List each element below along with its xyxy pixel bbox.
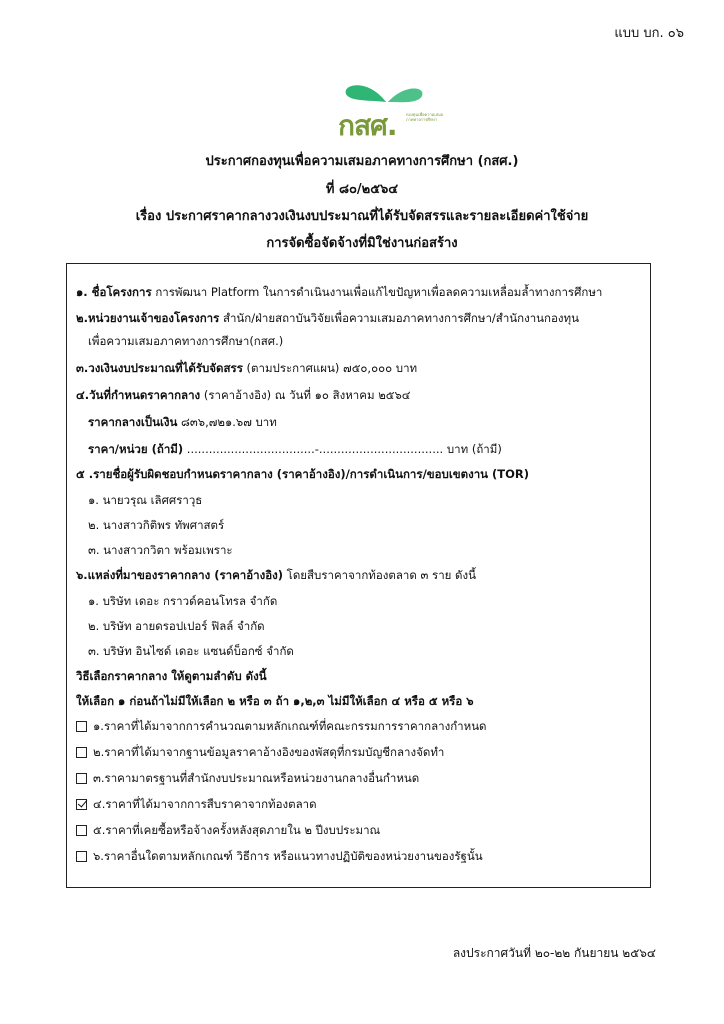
logo-subtitle: กองทุนเพื่อความเสมอภาคทางการศึกษา (406, 112, 444, 122)
checkbox[interactable] (76, 851, 87, 862)
section-price: ราคากลางเป็นเงิน ๘๓๖,๗๒๑.๖๗ บาท (88, 415, 277, 429)
section-date: ๔.วันที่กำหนดราคากลาง (ราคาอ้างอิง) ณ วันที่ ๑๐ สิงหาคม ๒๕๖๔ (76, 388, 411, 402)
section-project-name: ๑. ชื่อโครงการ การพัฒนา Platform ในการดำเนินงานเพื่อแก้ไขปัญหาเพื่อลดความเหลื่อมล้ำทางการศึกษา (76, 285, 603, 299)
method-option-2[interactable]: ๒.ราคาที่ได้มาจากฐานข้อมูลราคาอ้างอิงของพัสดุที่กรมบัญชีกลางจัดทำ (76, 744, 444, 762)
checkbox-checked[interactable] (76, 799, 87, 810)
method-option-3[interactable]: ๓.ราคามาตรฐานที่สำนักงบประมาณหรือหน่วยงานกลางอื่นกำหนด (76, 770, 419, 788)
method-rule: ให้เลือก ๑ ก่อนถ้าไม่มีให้เลือก ๒ หรือ ๓ ถ้า ๑,๒,๓ ไม่มีให้เลือก ๔ หรือ ๕ หรือ ๖ (76, 694, 474, 708)
announcement-number: ที่ ๘๐/๒๕๖๔ (325, 182, 399, 197)
checkbox[interactable] (76, 773, 87, 784)
section-budget: ๓.วงเงินงบประมาณที่ได้รับจัดสรร (ตามประกาศแผน) ๗๕๐,๐๐๐ บาท (76, 361, 418, 375)
publish-date: ลงประกาศวันที่ ๒๐-๒๒ กันยายน ๒๕๖๔ (452, 946, 656, 960)
method-title: วิธีเลือกราคากลาง ให้ดูตามลำดับ ดังนี้ (76, 669, 267, 683)
responsible-person: ๑. นายวรุณ เลิศศราวุธ (88, 493, 203, 507)
method-option-6[interactable]: ๖.ราคาอื่นใดตามหลักเกณฑ์ วิธีการ หรือแนวทางปฏิบัติของหน่วยงานของรัฐนั้น (76, 848, 483, 866)
announcement-subject-cont: การจัดซื้อจัดจ้างที่มิใช่งานก่อสร้าง (266, 236, 458, 251)
price-source: ๓. บริษัท อินไซด์ เดอะ แซนด์บ็อกซ์ จำกัด (88, 644, 294, 658)
form-code: แบบ บก. ๐๖ (614, 26, 684, 41)
section-owner: ๒.หน่วยงานเจ้าของโครงการ สำนัก/ฝ่ายสถาบันวิจัยเพื่อความเสมอภาคทางการศึกษา/สำนักงานกองทุน (76, 311, 579, 325)
section-unit-price: ราคา/หน่วย (ถ้ามี) ...................................-.................................. บาท (ถ้ามี) (88, 442, 502, 456)
method-option-5[interactable]: ๕.ราคาที่เคยซื้อหรือจ้างครั้งหลังสุดภายใน ๒ ปีงบประมาณ (76, 822, 380, 840)
organization-logo (328, 80, 448, 140)
method-option-4[interactable]: ๔.ราคาที่ได้มาจากการสืบราคาจากท้องตลาด (76, 796, 317, 814)
announcement-org: ประกาศกองทุนเพื่อความเสมอภาคทางการศึกษา (กสศ.) (205, 154, 519, 169)
price-source: ๑. บริษัท เดอะ กราวด์คอนโทรล จำกัด (88, 594, 278, 608)
section-responsible: ๕ .รายชื่อผู้รับผิดชอบกำหนดราคากลาง (ราคาอ้างอิง)/การดำเนินการ/ขอบเขตงาน (TOR) (76, 467, 530, 481)
responsible-person: ๒. นางสาวกิติพร ทัพศาสตร์ (88, 518, 225, 532)
checkbox[interactable] (76, 721, 87, 732)
checkbox[interactable] (76, 825, 87, 836)
responsible-person: ๓. นางสาวกวิตา พร้อมเพราะ (88, 543, 233, 557)
method-option-1[interactable]: ๑.ราคาที่ได้มาจากการคำนวณตามหลักเกณฑ์ที่คณะกรรมการราคากลางกำหนด (76, 718, 487, 736)
section-owner-cont: เพื่อความเสมอภาคทางการศึกษา(กสศ.) (88, 334, 284, 348)
logo-text: กสศ. (338, 109, 397, 142)
price-source: ๒. บริษัท อายดรอปเปอร์ ฟิลล์ จำกัด (88, 619, 265, 633)
section-price-source: ๖.แหล่งที่มาของราคากลาง (ราคาอ้างอิง) โดยสืบราคาจากท้องตลาด ๓ ราย ดังนี้ (76, 568, 476, 582)
announcement-subject: เรื่อง ประกาศราคากลางวงเงินงบประมาณที่ได้รับจัดสรรและรายละเอียดค่าใช้จ่าย (135, 209, 589, 224)
checkbox[interactable] (76, 747, 87, 758)
